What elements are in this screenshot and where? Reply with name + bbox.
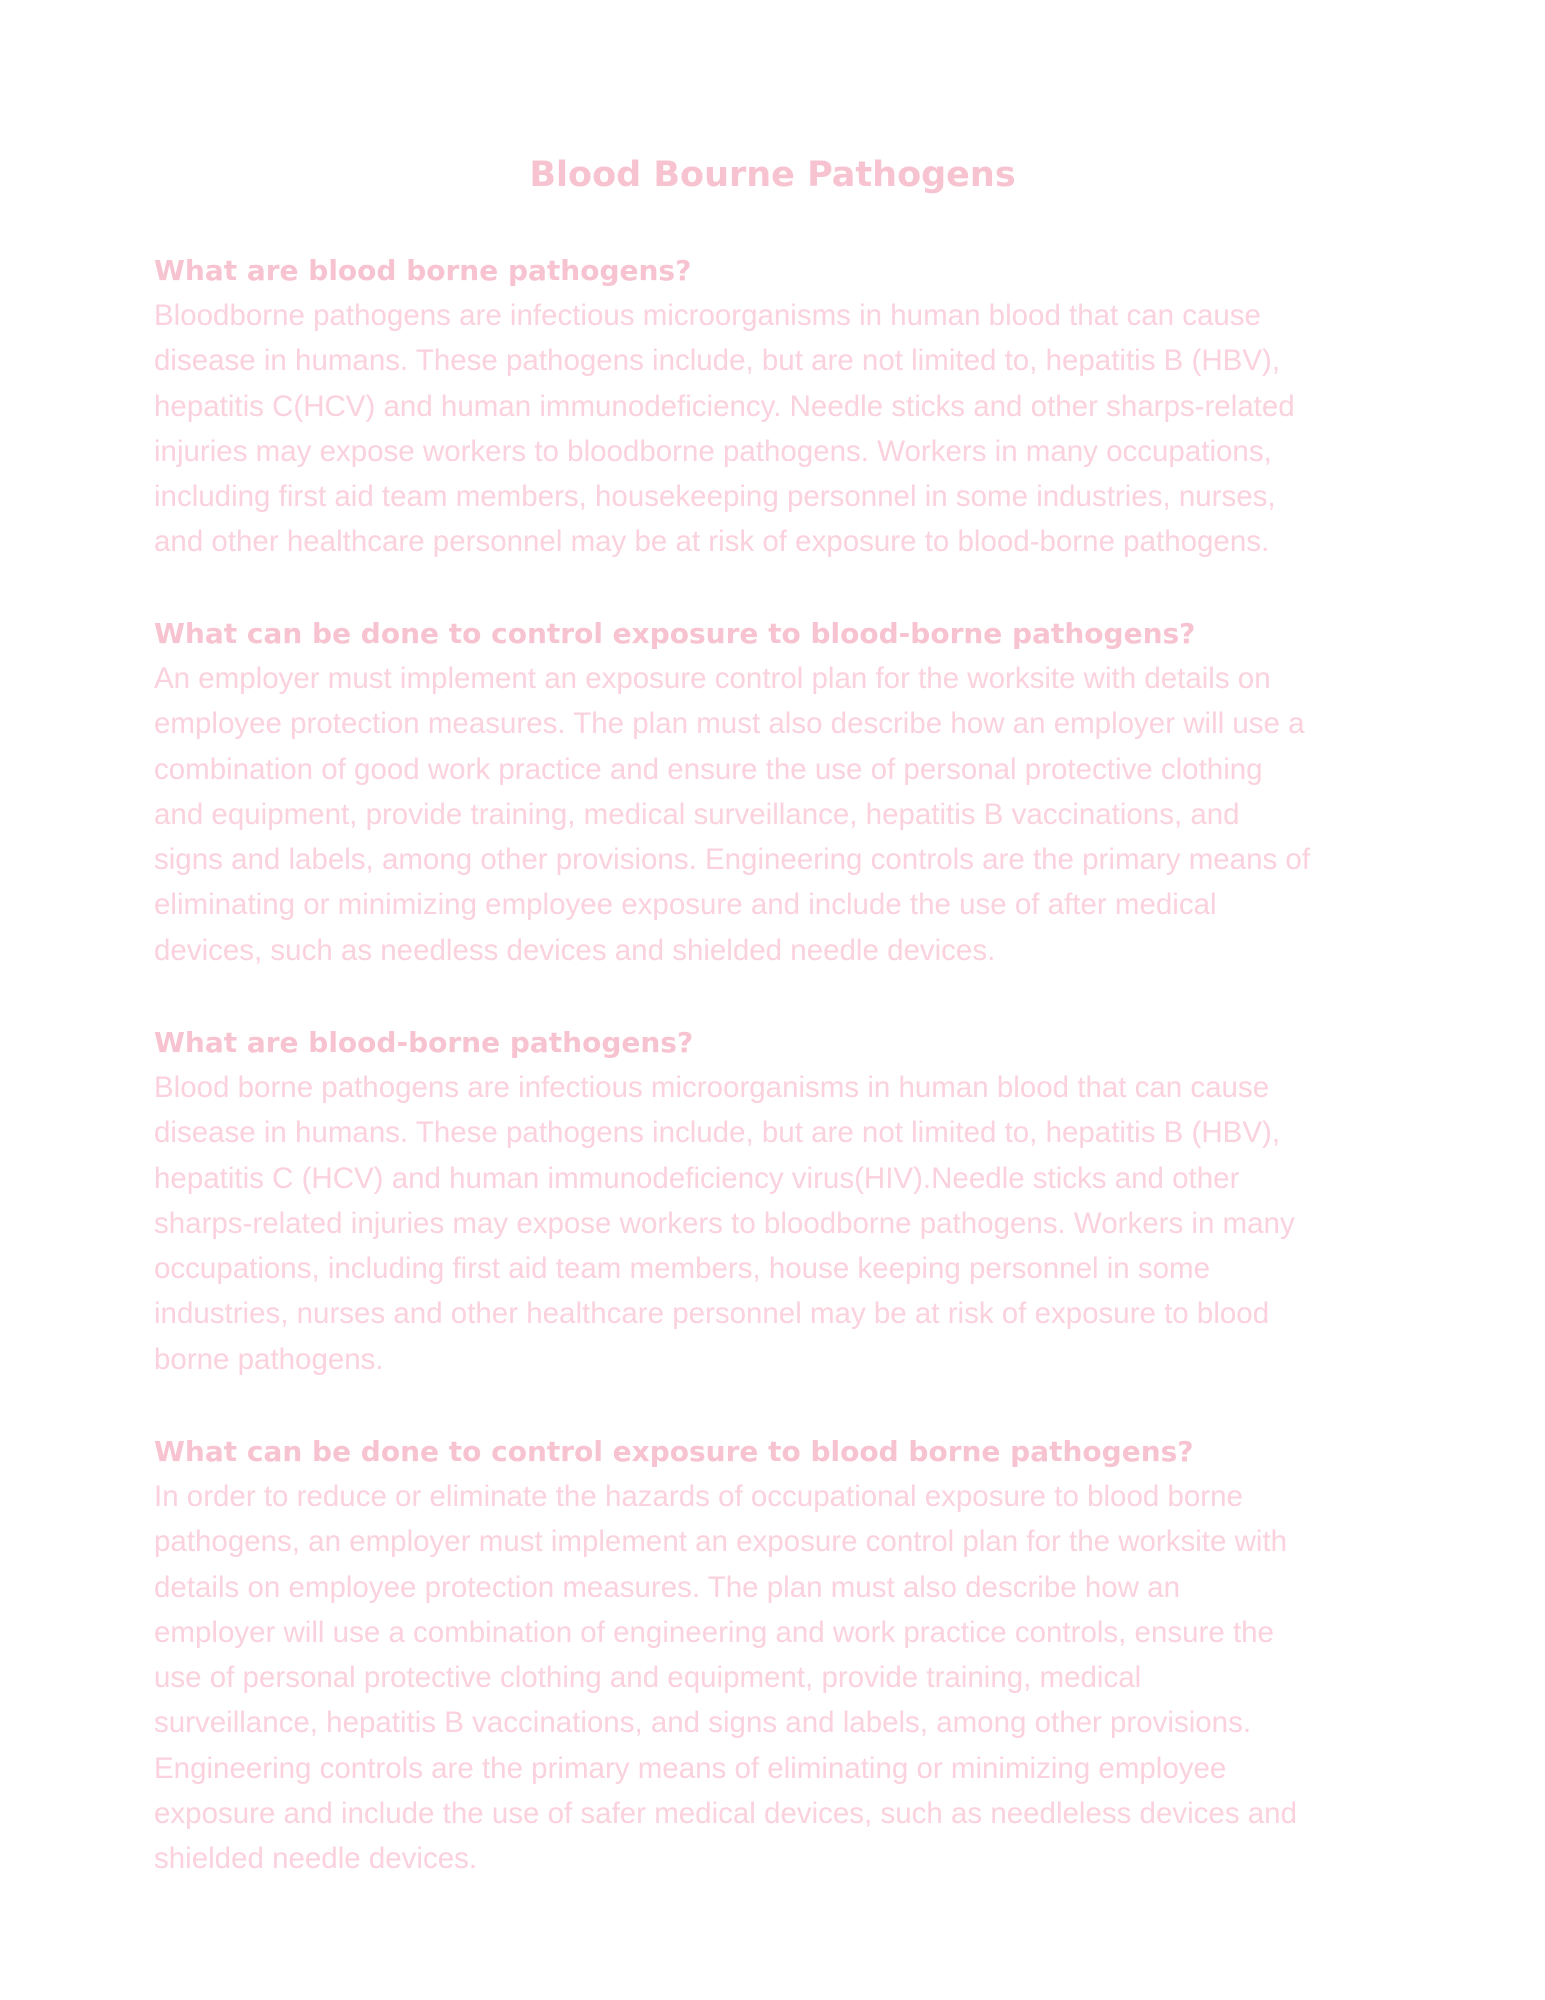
- body-line: industries, nurses and other healthcare personnel may be at risk of exposure to blood: [154, 1297, 1270, 1331]
- section-heading: What are blood-borne pathogens?: [154, 1026, 694, 1059]
- body-line: and equipment, provide training, medical surveillance, hepatitis B vaccinations, and: [154, 797, 1240, 831]
- section-heading: What can be done to control exposure to blood-borne pathogens?: [154, 617, 1196, 650]
- body-line: including first aid team members, housekeeping personnel in some industries, nurses,: [154, 480, 1276, 514]
- body-line: hepatitis C(HCV) and human immunodeficiency. Needle sticks and other sharps-related: [154, 389, 1295, 423]
- body-line: injuries may expose workers to bloodborne pathogens. Workers in many occupations,: [154, 434, 1272, 468]
- section-heading: What can be done to control exposure to blood borne pathogens?: [154, 1435, 1194, 1468]
- body-line: and other healthcare personnel may be at risk of exposure to blood-borne pathogens.: [154, 525, 1270, 559]
- body-line: Blood borne pathogens are infectious microorganisms in human blood that can cause: [154, 1071, 1270, 1104]
- body-line: employee protection measures. The plan must also describe how an employer will use a: [154, 707, 1305, 741]
- body-line: details on employee protection measures. The plan must also describe how an: [154, 1570, 1180, 1604]
- section-body: [154, 656, 1399, 973]
- section-body: [154, 293, 1399, 565]
- body-line: signs and labels, among other provisions. Engineering controls are the primary means of: [154, 843, 1311, 877]
- body-line: combination of good work practice and ensure the use of personal protective clothing: [154, 752, 1263, 786]
- section-what-are-blood-borne-pathogens: [154, 248, 1399, 565]
- section-body: [154, 1065, 1399, 1382]
- section-what-are-blood-borne-pathogens-2: [154, 1020, 1399, 1382]
- body-line: employer will use a combination of engineering and work practice controls, ensure the: [154, 1615, 1274, 1649]
- body-line: shielded needle devices.: [154, 1842, 478, 1876]
- section-body: [154, 1474, 1399, 1882]
- body-line: eliminating or minimizing employee exposure and include the use of after medical: [154, 888, 1217, 922]
- section-heading: What are blood borne pathogens?: [154, 254, 692, 287]
- body-line: exposure and include the use of safer medical devices, such as needleless devices and: [154, 1797, 1297, 1831]
- body-line: pathogens, an employer must implement an exposure control plan for the worksite with: [154, 1525, 1288, 1559]
- body-line: sharps-related injuries may expose workers to bloodborne pathogens. Workers in many: [154, 1206, 1295, 1240]
- body-line: hepatitis C (HCV) and human immunodeficiency virus(HIV).Needle sticks and other: [154, 1161, 1240, 1195]
- section-control-exposure-2: [154, 1429, 1399, 1882]
- body-line: disease in humans. These pathogens include, but are not limited to, hepatitis B (HBV),: [154, 344, 1281, 378]
- body-line: In order to reduce or eliminate the hazards of occupational exposure to blood borne: [154, 1480, 1243, 1513]
- document-title: Blood Bourne Pathogens: [529, 155, 1016, 195]
- body-line: Bloodborne pathogens are infectious microorganisms in human blood that can cause: [154, 299, 1261, 332]
- body-line: Engineering controls are the primary means of eliminating or minimizing employee: [154, 1751, 1227, 1785]
- body-line: occupations, including first aid team members, house keeping personnel in some: [154, 1252, 1211, 1286]
- body-line: borne pathogens.: [154, 1342, 384, 1376]
- body-line: surveillance, hepatitis B vaccinations, and signs and labels, among other provisions.: [154, 1706, 1252, 1740]
- body-line: use of personal protective clothing and equipment, provide training, medical: [154, 1661, 1142, 1695]
- section-control-exposure-1: [154, 611, 1399, 973]
- body-line: An employer must implement an exposure control plan for the worksite with details on: [154, 662, 1271, 695]
- body-line: devices, such as needless devices and shielded needle devices.: [154, 933, 996, 967]
- body-line: disease in humans. These pathogens include, but are not limited to, hepatitis B (HBV),: [154, 1116, 1281, 1150]
